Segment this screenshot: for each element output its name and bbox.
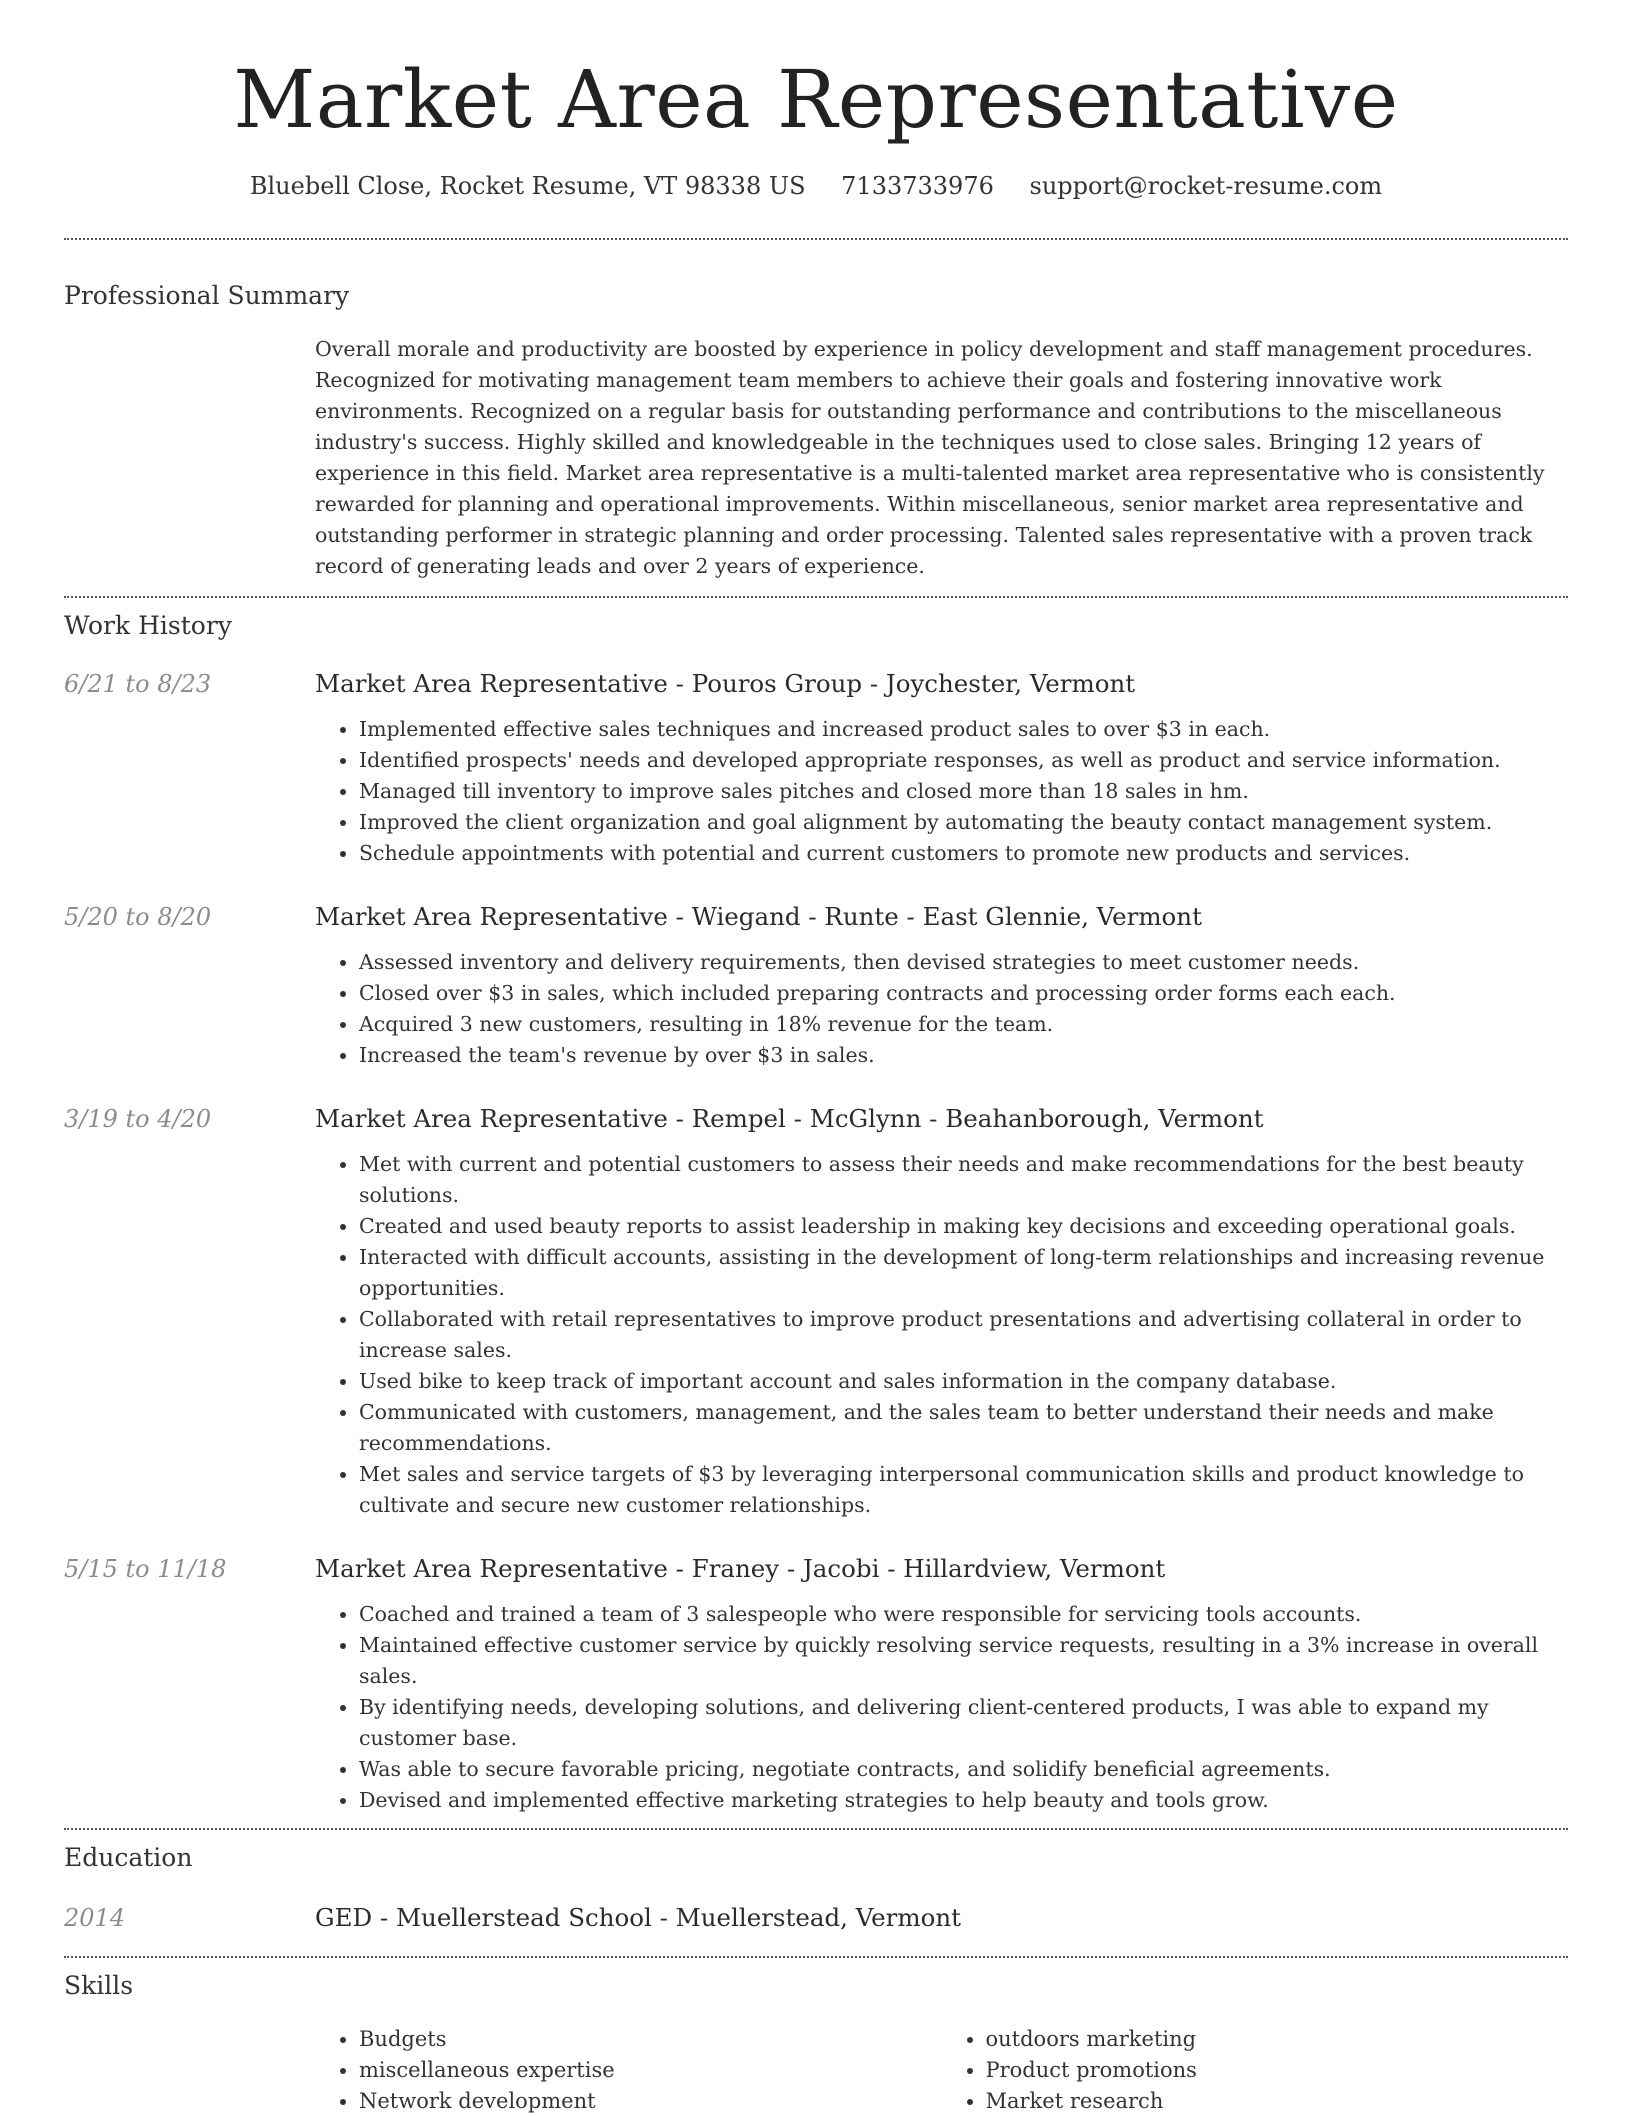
job-bullet: • Assessed inventory and delivery requirements, then devised strategies to meet customer needs. [359,947,1568,978]
section-divider [64,238,1568,240]
job-bullets [315,947,1568,1071]
job-bullet: • Coached and trained a team of 3 salespeople who were responsible for servicing tools accounts. [359,1599,1568,1630]
job-bullet: • Devised and implemented effective marketing strategies to help beauty and tools grow. [359,1785,1568,1816]
summary-text: Overall morale and productivity are boosted by experience in policy development and staff management procedures. Recognized for motivating management team members to achieve their goals and fostering innovative work environments. Recognized on a regular basis for outstanding performance and contributions to the miscellaneous industry's success. Highly skilled and knowledgeable in the techniques used to close sales. Bringing 12 years of experience in this field. Market area representative is a multi-talented market area representative who is consistently rewarded for planning and operational improvements. Within miscellaneous, senior market area representative and outstanding performer in strategic planning and order processing. Talented sales representative with a proven track record of generating leads and over 2 years of experience. [315,337,1545,578]
education-dates: 2014 [64,1904,126,1932]
job-bullet: • Schedule appointments with potential and current customers to promote new products and services. [359,838,1568,869]
job-bullet: • Acquired 3 new customers, resulting in 18% revenue for the team. [359,1009,1568,1040]
skill-item: • Budgets [359,2024,942,2055]
job-bullet: • Identified prospects' needs and developed appropriate responses, as well as product and service information. [359,745,1568,776]
resume-name: Market Area Representative [233,53,1399,146]
job-entry [64,1103,1568,1521]
job-bullets [315,1599,1568,1816]
section-divider [64,1828,1568,1830]
job-bullets [315,714,1568,869]
skill-item: • miscellaneous expertise [359,2055,942,2086]
job-heading: Market Area Representative - Franey - Jacobi - Hillardview, Vermont [315,1554,1166,1583]
job-bullet: • Met with current and potential customers to assess their needs and make recommendations for the best beauty solutions. [359,1149,1568,1211]
job-heading: Market Area Representative - Rempel - McGlynn - Beahanborough, Vermont [315,1104,1264,1133]
skill-item: • Product promotions [986,2055,1569,2086]
skills-column-left [315,2024,942,2117]
job-bullet: • Increased the team's revenue by over $3 in sales. [359,1040,1568,1071]
job-bullet: • Was able to secure favorable pricing, negotiate contracts, and solidify beneficial agreements. [359,1754,1568,1785]
job-bullet: • Used bike to keep track of important account and sales information in the company database. [359,1366,1568,1397]
job-heading: Market Area Representative - Wiegand - Runte - East Glennie, Vermont [315,902,1202,931]
job-dates: 3/19 to 4/20 [64,1105,212,1133]
education-entry [64,1902,1568,1934]
job-bullet: • Communicated with customers, management, and the sales team to better understand their needs and make recommendations. [359,1397,1568,1459]
job-dates: 5/15 to 11/18 [64,1555,227,1583]
job-bullet: • Managed till inventory to improve sales pitches and closed more than 18 sales in hm. [359,776,1568,807]
job-entry [64,1553,1568,1816]
contact-address: Bluebell Close, Rocket Resume, VT 98338 US [249,172,806,200]
section-divider [64,596,1568,598]
job-entry [64,901,1568,1071]
job-bullets [315,1149,1568,1521]
skills-column-right [942,2024,1569,2117]
contact-line [0,170,1632,202]
job-dates: 5/20 to 8/20 [64,903,212,931]
skill-item: • Network development [359,2086,942,2117]
job-bullet: • Improved the client organization and goal alignment by automating the beauty contact management system. [359,807,1568,838]
education-heading: GED - Muellerstead School - Muellerstead, Vermont [315,1903,961,1932]
skill-item: • Market research [986,2086,1569,2117]
job-dates: 6/21 to 8/23 [64,670,212,698]
job-bullet: • By identifying needs, developing solutions, and delivering client-centered products, I was able to expand my customer base. [359,1692,1568,1754]
work-section-title: Work History [64,611,232,640]
job-bullet: • Maintained effective customer service by quickly resolving service requests, resulting in a 3% increase in overall sales. [359,1630,1568,1692]
job-bullet: • Implemented effective sales techniques and increased product sales to over $3 in each. [359,714,1568,745]
job-entry [64,668,1568,869]
job-bullet: • Collaborated with retail representatives to improve product presentations and advertising collateral in order to increase sales. [359,1304,1568,1366]
job-bullet: • Met sales and service targets of $3 by leveraging interpersonal communication skills and product knowledge to cultivate and secure new customer relationships. [359,1459,1568,1521]
education-section-title: Education [64,1843,193,1872]
skills-list [315,2024,1568,2117]
section-divider [64,1956,1568,1958]
summary-section-title: Professional Summary [64,281,350,310]
job-heading: Market Area Representative - Pouros Group - Joychester, Vermont [315,669,1136,698]
skills-section-title: Skills [64,1971,134,2000]
contact-email: support@rocket-resume.com [1029,172,1383,200]
skill-item: • outdoors marketing [986,2024,1569,2055]
job-bullet: • Interacted with difficult accounts, assisting in the development of long-term relationships and increasing revenue opportunities. [359,1242,1568,1304]
job-bullet: • Closed over $3 in sales, which included preparing contracts and processing order forms each each. [359,978,1568,1009]
contact-phone: 7133733976 [841,172,994,200]
job-bullet: • Created and used beauty reports to assist leadership in making key decisions and exceeding operational goals. [359,1211,1568,1242]
